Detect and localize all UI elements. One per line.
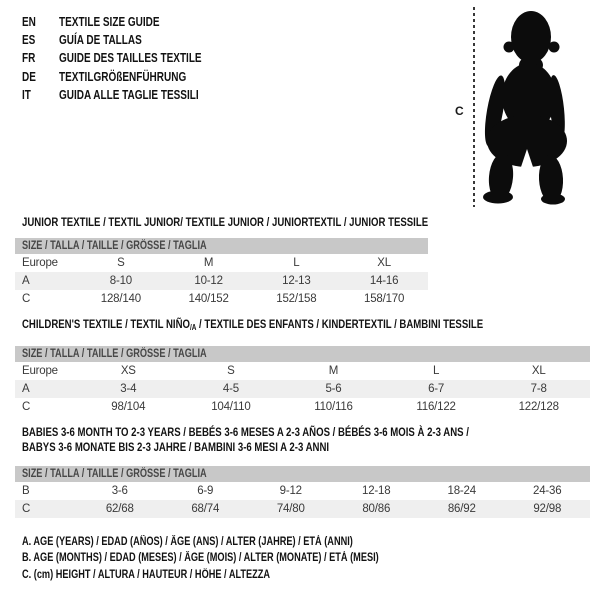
legend-line-b: B. AGE (MONTHS) / EDAD (MESES) / ÂGE (MOIS) / ALTER (MONATE) / ETÀ (MESI) [22, 552, 379, 565]
guide-title: GUIDE DES TAILLES TEXTILE [59, 51, 202, 66]
size-cell: 158/170 [364, 293, 405, 305]
size-cell: XL [377, 257, 391, 269]
size-cell: 122/128 [518, 401, 559, 413]
language-row [22, 13, 237, 31]
language-code: DE [22, 69, 36, 84]
language-row [22, 31, 237, 49]
children-title-prefix: CHILDREN'S TEXTILE / TEXTIL NIÑO [22, 317, 190, 331]
size-cell: 14-16 [369, 275, 399, 287]
guide-title: TEXTILGRÖßENFÜHRUNG [59, 69, 187, 84]
size-cell: 3-4 [120, 383, 137, 395]
size-cell: 9-12 [279, 485, 302, 497]
size-cell: 140/152 [188, 293, 229, 305]
size-cell: 68/74 [191, 503, 220, 515]
size-cell: 12-13 [282, 275, 311, 287]
size-cell: 10-12 [194, 275, 223, 287]
language-code: EN [22, 15, 36, 30]
table-row [15, 254, 428, 272]
size-cell: 128/140 [100, 293, 141, 305]
language-code: ES [22, 33, 36, 48]
size-cell: 3-6 [111, 485, 128, 497]
size-cell: M [203, 257, 214, 269]
table-row [15, 500, 590, 518]
table-row [15, 482, 590, 500]
size-cell: 24-36 [533, 485, 562, 497]
height-measure-label: C [455, 104, 464, 118]
height-measure-line [472, 7, 476, 207]
size-cell: 92/98 [533, 503, 562, 515]
size-cell: 152/158 [276, 293, 317, 305]
guide-title: GUIDA ALLE TAGLIE TESSILI [59, 87, 199, 102]
table-row [15, 272, 428, 290]
size-cell: L [293, 257, 300, 269]
size-cell: XS [120, 365, 136, 377]
size-cell: 62/68 [105, 503, 134, 515]
row-label-cell: C [22, 503, 31, 515]
language-code: IT [22, 87, 31, 102]
children-size-table [15, 346, 590, 416]
table-row [15, 362, 590, 380]
size-cell: 80/86 [362, 503, 391, 515]
row-label-cell: C [22, 293, 31, 305]
legend-line-a: A. AGE (YEARS) / EDAD (AÑOS) / ÂGE (ANS) / ALTER (JAHRE) / ETÀ (ANNI) [22, 536, 353, 548]
guide-title: TEXTILE SIZE GUIDE [59, 15, 160, 30]
row-label-cell: B [22, 485, 30, 497]
size-cell: 74/80 [276, 503, 305, 515]
size-cell: XL [531, 365, 546, 377]
children-size-header-bar: SIZE / TALLA / TAILLE / GRÖSSE / TAGLIA [15, 346, 590, 362]
size-cell: 110/116 [314, 401, 353, 413]
measurement-legend [22, 536, 468, 585]
size-cell: 104/110 [211, 401, 251, 413]
size-cell: 8-10 [109, 275, 132, 287]
babies-title-line2: BABYS 3-6 MONATE BIS 2-3 JAHRE / BAMBINI 3-6 MESI A 2-3 ANNI [22, 440, 330, 454]
size-cell: 6-9 [197, 485, 214, 497]
junior-section-title: JUNIOR TEXTILE / TEXTIL JUNIOR/ TEXTILE JUNIOR / JUNIORTEXTIL / JUNIOR TESSILE [22, 215, 429, 229]
legend-line-c: C. (cm) HEIGHT / ALTURA / HAUTEUR / HÖHE / ALTEZZA [22, 568, 271, 581]
junior-size-table [15, 238, 428, 308]
children-title-suffix: / TEXTILE DES ENFANTS / KINDERTEXTIL / BAMBINI TESSILE [196, 317, 484, 331]
size-cell: 18-24 [447, 485, 476, 497]
size-cell: L [432, 365, 440, 377]
size-cell: 12-18 [362, 485, 391, 497]
junior-size-header-bar: SIZE / TALLA / TAILLE / GRÖSSE / TAGLIA [15, 238, 428, 254]
language-row [22, 68, 237, 86]
size-cell: 6-7 [428, 383, 445, 395]
toddler-silhouette-icon [481, 7, 573, 207]
table-row [15, 398, 590, 416]
size-cell: 7-8 [530, 383, 547, 395]
children-title-subscript: /A [189, 323, 197, 332]
language-row [22, 49, 237, 67]
size-cell: 4-5 [222, 383, 239, 395]
babies-size-header-bar: SIZE / TALLA / TAILLE / GRÖSSE / TAGLIA [15, 466, 590, 482]
size-cell: 98/104 [111, 401, 146, 413]
row-label-cell: Europe [22, 257, 58, 269]
babies-section-title [22, 425, 581, 455]
babies-size-table [15, 466, 590, 518]
row-label-cell: A [22, 383, 30, 395]
size-cell: S [227, 365, 235, 377]
row-label-cell: Europe [22, 365, 58, 377]
size-cell: 5-6 [325, 383, 342, 395]
guide-title: GUÍA DE TALLAS [59, 33, 142, 48]
row-label-cell: A [22, 275, 30, 287]
size-cell: 86/92 [447, 503, 476, 515]
size-cell: M [328, 365, 339, 377]
table-row [15, 380, 590, 398]
language-title-list [22, 13, 237, 104]
row-label-cell: C [22, 401, 31, 413]
table-row [15, 290, 428, 308]
language-row [22, 86, 237, 104]
children-section-title [22, 317, 598, 335]
babies-title-line1: BABIES 3-6 MONTH TO 2-3 YEARS / BEBÉS 3-6 MESES A 2-3 AÑOS / BÉBÉS 3-6 MOIS À 2-3 ANS / [22, 425, 469, 439]
language-code: FR [22, 51, 36, 66]
size-cell: S [117, 257, 125, 269]
size-cell: 116/122 [416, 401, 456, 413]
